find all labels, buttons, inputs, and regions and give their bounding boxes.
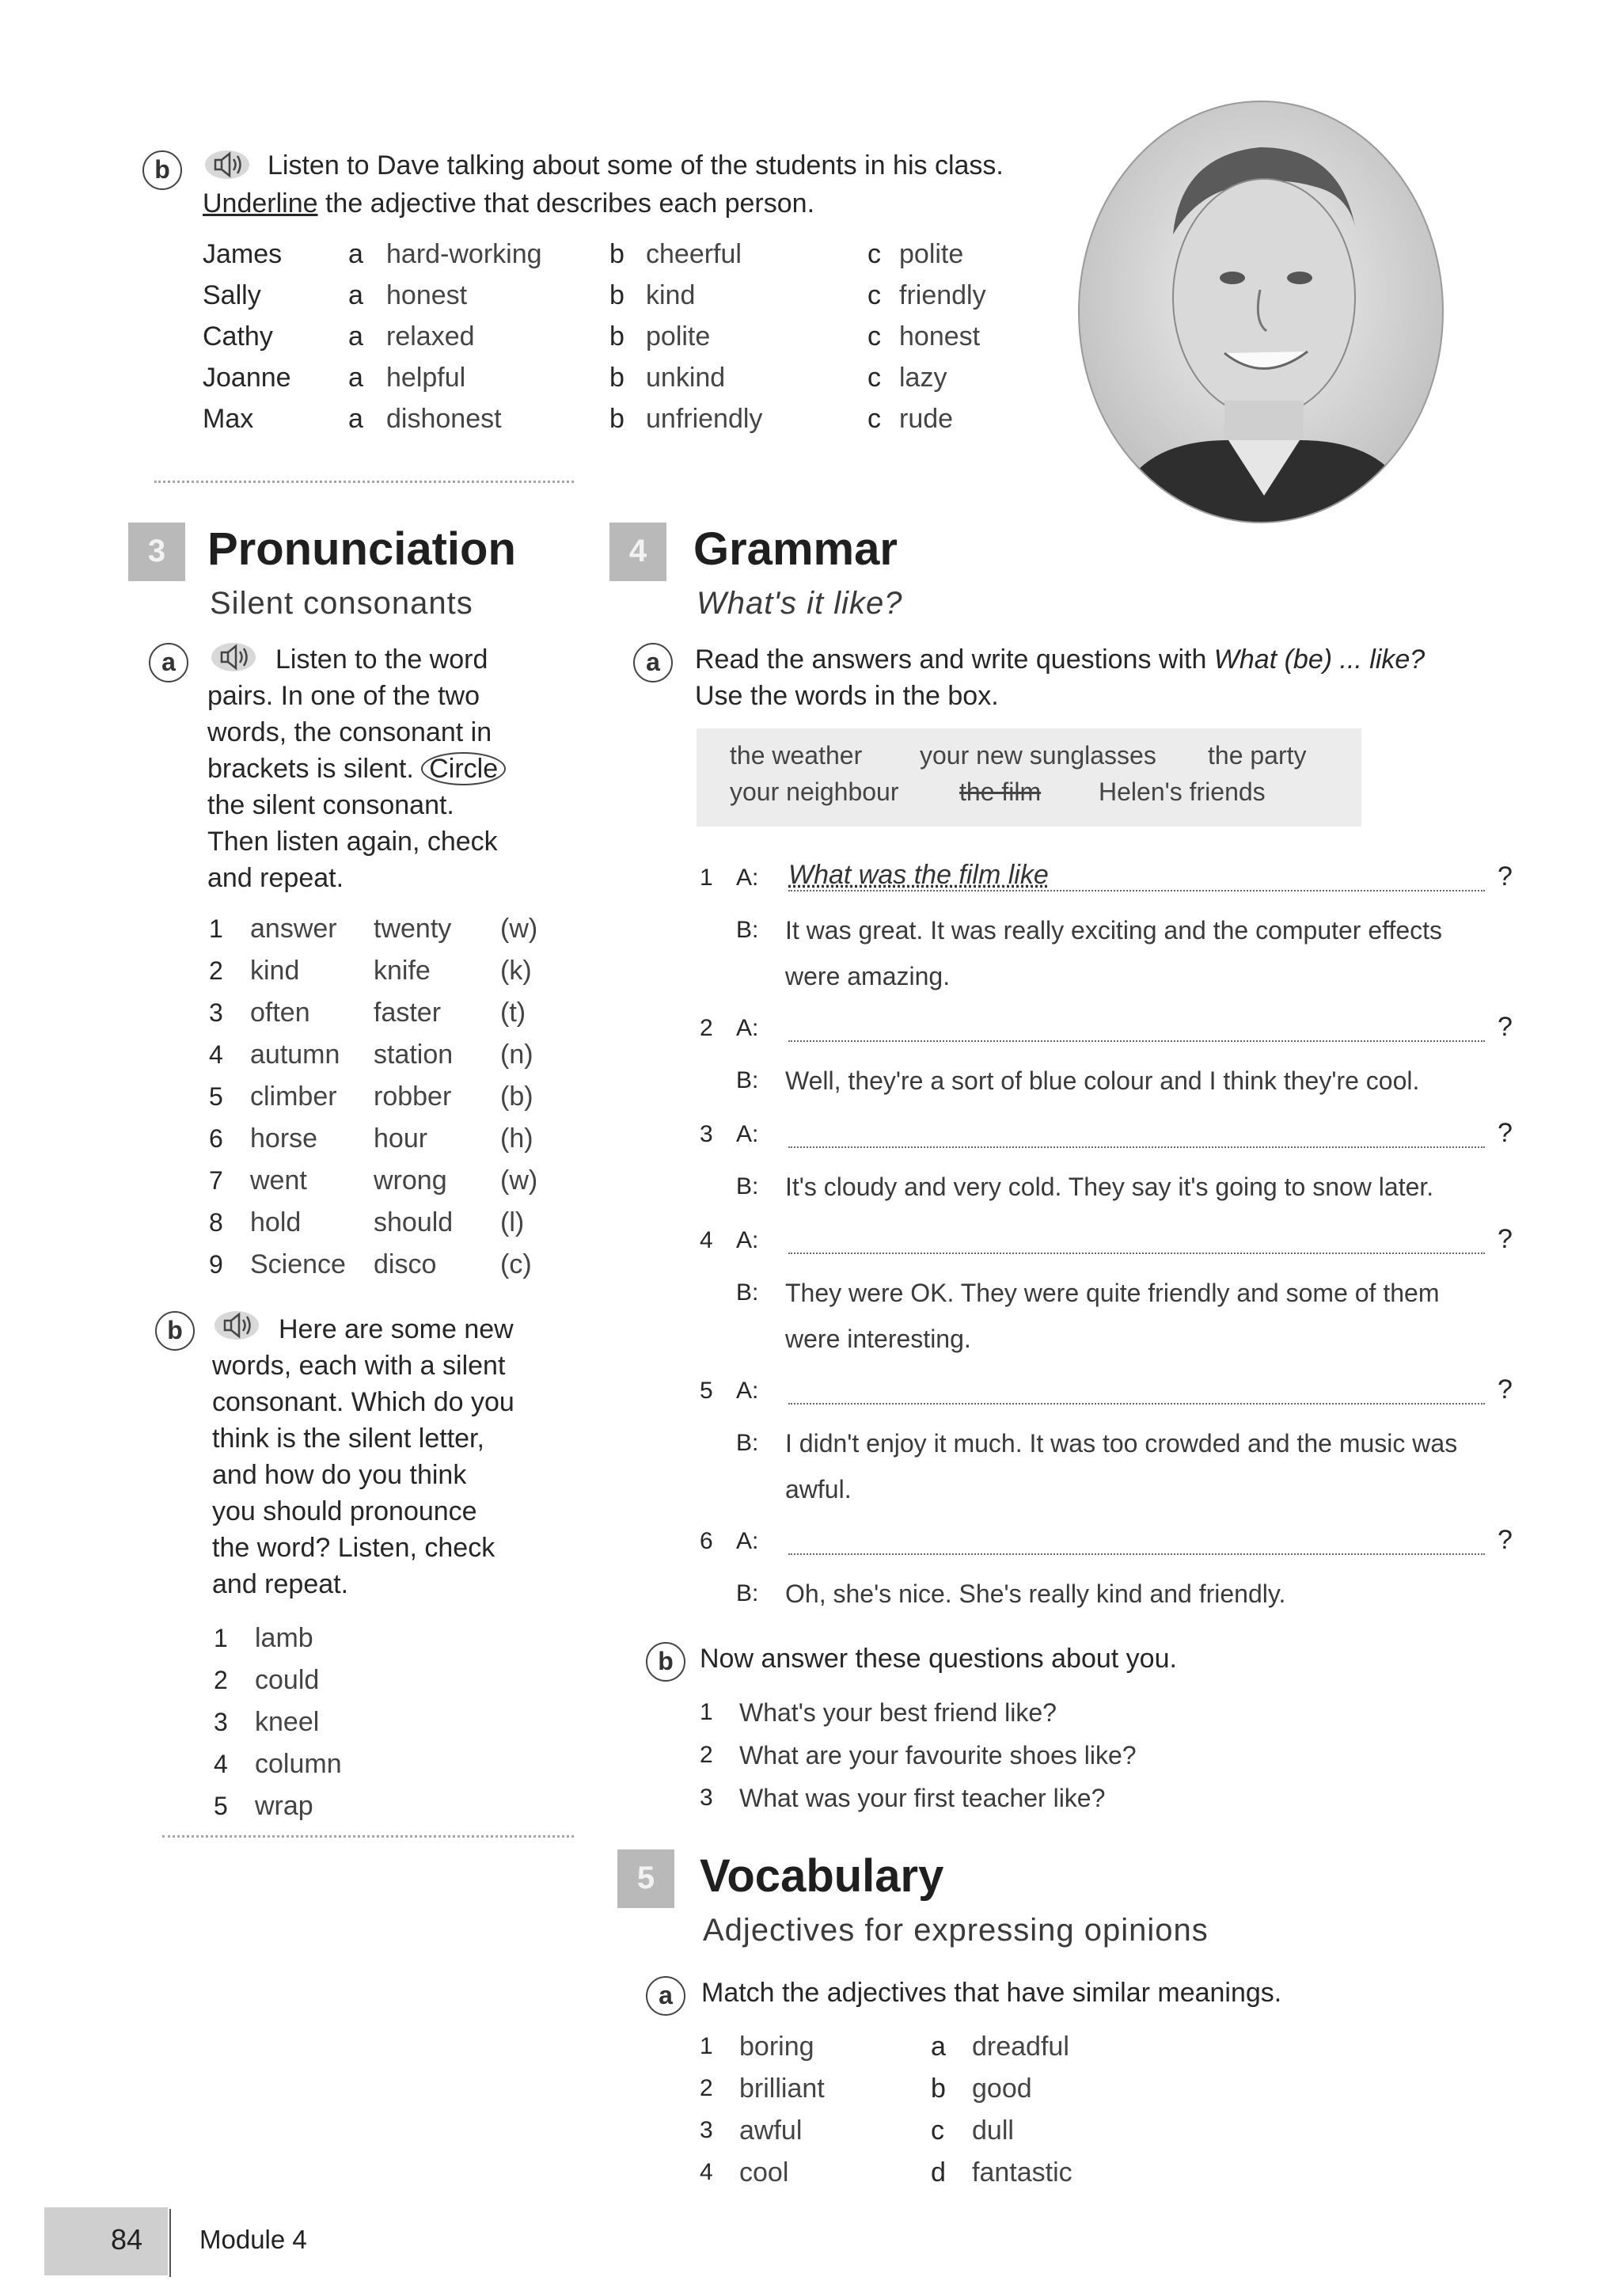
word-2: twenty	[374, 914, 452, 944]
consonant: (k)	[500, 956, 532, 986]
option-b: unfriendly	[646, 404, 763, 434]
option-b: kind	[646, 280, 696, 310]
word-2: disco	[374, 1249, 437, 1279]
item-number: 5	[209, 1082, 223, 1111]
answer-line	[788, 1146, 1485, 1148]
option-b: polite	[646, 321, 711, 352]
question-mark: ?	[1498, 1118, 1513, 1148]
student-name: James	[203, 239, 283, 269]
option-letter: c	[867, 239, 881, 269]
separator-line	[162, 1835, 574, 1838]
section-title-pronunciation: Pronunciation	[207, 523, 516, 575]
instruction-line: think is the silent letter,	[212, 1424, 484, 1454]
question-mark: ?	[1498, 1012, 1513, 1042]
speaker-b-label: B:	[736, 917, 759, 943]
instruction-line: Match the adjectives that have similar meanings.	[701, 1978, 1282, 2008]
exercise-label-a: a	[633, 643, 673, 682]
dialogue-number: 1	[700, 865, 713, 891]
box-word: Helen's friends	[1099, 777, 1266, 806]
word-2: faster	[374, 998, 442, 1028]
speaker-b-text: Oh, she's nice. She's really kind and friendly.	[785, 1579, 1286, 1608]
instruction-tail: the adjective that describes each person.	[317, 188, 815, 219]
page-number: 84	[111, 2223, 143, 2256]
speaker-b-text: awful.	[785, 1475, 852, 1503]
instruction-line: words, each with a silent	[212, 1351, 506, 1381]
item-number: 6	[209, 1124, 223, 1153]
student-name: Cathy	[203, 321, 273, 352]
adjective-right: dreadful	[972, 2032, 1069, 2062]
option-a: relaxed	[386, 321, 475, 352]
option-letter: b	[609, 280, 624, 310]
item-number: 1	[209, 914, 223, 943]
audio-speaker-icon	[211, 641, 256, 673]
consonant: (c)	[500, 1249, 532, 1279]
question-mark: ?	[1498, 1525, 1513, 1555]
question-text: What was your first teacher like?	[739, 1784, 1106, 1812]
item-number: 3	[700, 1785, 713, 1811]
word-1: went	[250, 1165, 307, 1196]
instruction-line: and repeat.	[212, 1569, 349, 1599]
speaker-b-label: B:	[736, 1580, 759, 1606]
option-a: helpful	[386, 363, 466, 393]
speaker-b-text: They were OK. They were quite friendly and some of them	[785, 1279, 1440, 1307]
instruction-line: pairs. In one of the two	[207, 681, 480, 711]
word-1: Science	[250, 1249, 346, 1279]
adjective-right: dull	[972, 2115, 1014, 2146]
speaker-b-label: B:	[736, 1430, 759, 1456]
answer-line	[788, 1040, 1485, 1042]
instruction-line: Here are some new	[279, 1314, 514, 1344]
option-letter: c	[867, 404, 881, 434]
example-answer: What was the film like	[788, 860, 1049, 890]
consonant: (l)	[500, 1207, 525, 1237]
instruction-line: words, the consonant in	[207, 717, 492, 747]
speaker-a-label: A:	[736, 1121, 759, 1147]
student-name: Joanne	[203, 363, 291, 393]
item-number: 7	[209, 1166, 223, 1195]
adjective-left: boring	[739, 2032, 814, 2062]
word-2: robber	[374, 1081, 452, 1112]
word-2: knife	[374, 956, 431, 986]
item-number: 9	[209, 1250, 223, 1279]
exercise-instruction: Listen to Dave talking about some of the students in his class.	[268, 150, 1004, 181]
instruction-line: the silent consonant.	[207, 790, 454, 820]
exercise-label-a: a	[646, 1976, 685, 2016]
option-letter: a	[348, 239, 363, 269]
word-1: climber	[250, 1081, 337, 1112]
student-name: Sally	[203, 280, 261, 310]
new-word: wrap	[255, 1791, 313, 1821]
question-mark: ?	[1498, 1224, 1513, 1254]
adjective-right: good	[972, 2074, 1032, 2104]
dialogue-number: 6	[700, 1528, 713, 1554]
consonant: (t)	[500, 998, 526, 1028]
option-letter: a	[348, 280, 363, 310]
exercise-label-b: b	[155, 1311, 195, 1351]
speaker-a-label: A:	[736, 1528, 759, 1554]
question-mark: ?	[1498, 1374, 1513, 1405]
instruction-line: the word? Listen, check	[212, 1533, 495, 1563]
speaker-a-label: A:	[736, 1015, 759, 1041]
section-number-box	[617, 1849, 674, 1908]
circled-word: Circle	[421, 752, 506, 785]
instruction-italic: What (be) ... like?	[1213, 644, 1425, 675]
item-number: 2	[700, 2075, 713, 2101]
speaker-b-text: It was great. It was really exciting and the computer effects	[785, 916, 1443, 945]
audio-speaker-icon	[204, 149, 250, 181]
item-number: 4	[700, 2159, 713, 2185]
speaker-b-label: B:	[736, 1279, 759, 1306]
consonant: (n)	[500, 1040, 533, 1070]
student-name: Max	[203, 404, 254, 434]
box-word: the weather	[730, 741, 863, 770]
item-number: 2	[700, 1742, 713, 1768]
instruction-line: you should pronounce	[212, 1496, 477, 1526]
option-letter: b	[931, 2074, 946, 2104]
speaker-b-label: B:	[736, 1173, 759, 1199]
option-a: hard-working	[386, 239, 542, 269]
footer-divider	[169, 2209, 171, 2277]
word-1: hold	[250, 1207, 302, 1237]
adjective-right: fantastic	[972, 2157, 1072, 2188]
word-1: often	[250, 998, 310, 1028]
box-word: the film	[959, 777, 1042, 806]
option-letter: b	[609, 404, 624, 434]
section-title-vocabulary: Vocabulary	[700, 1850, 944, 1902]
option-c: honest	[899, 321, 981, 352]
item-number: 4	[209, 1040, 223, 1069]
box-word: your new sunglasses	[920, 741, 1156, 770]
option-a: dishonest	[386, 404, 502, 434]
consonant: (h)	[500, 1123, 533, 1154]
option-c: friendly	[899, 280, 986, 310]
dialogue-number: 5	[700, 1378, 713, 1404]
consonant: (b)	[500, 1081, 533, 1112]
underline-word: Underline	[203, 188, 318, 219]
option-letter: c	[867, 321, 881, 352]
word-2: station	[374, 1040, 454, 1070]
instruction-line	[695, 641, 1425, 678]
adjective-left: cool	[739, 2157, 789, 2188]
speaker-b-text: I didn't enjoy it much. It was too crowded and the music was	[785, 1429, 1458, 1458]
option-c: lazy	[899, 363, 947, 393]
word-1: answer	[250, 914, 337, 944]
item-number: 2	[214, 1666, 228, 1694]
option-letter: a	[348, 321, 363, 352]
consonant: (w)	[500, 1165, 538, 1196]
speaker-b-text: were interesting.	[785, 1325, 971, 1353]
separator-line	[154, 481, 574, 483]
box-word: the party	[1208, 741, 1307, 770]
section-subtitle: Silent consonants	[210, 586, 473, 621]
item-number: 1	[700, 2033, 713, 2059]
exercise-label-b: b	[142, 150, 182, 190]
word-2: hour	[374, 1123, 428, 1154]
instruction-line	[207, 751, 506, 787]
option-letter: b	[609, 239, 624, 269]
instruction-text: Read the answers and write questions with	[695, 644, 1214, 675]
option-letter: d	[931, 2157, 946, 2188]
instruction-line: and how do you think	[212, 1460, 467, 1490]
section-number: 4	[628, 534, 647, 568]
word-1: autumn	[250, 1040, 340, 1070]
box-word: your neighbour	[730, 777, 899, 806]
exercise-label-a: a	[149, 643, 188, 682]
adjective-left: brilliant	[739, 2074, 825, 2104]
word-1: horse	[250, 1123, 318, 1154]
answer-line	[788, 1403, 1485, 1405]
option-b: cheerful	[646, 239, 742, 269]
speaker-b-label: B:	[736, 1067, 759, 1093]
word-2: wrong	[374, 1165, 447, 1196]
dialogue-number: 2	[700, 1015, 713, 1041]
item-number: 4	[214, 1750, 228, 1778]
question-mark: ?	[1498, 861, 1513, 891]
new-word: lamb	[255, 1623, 313, 1653]
dialogue-number: 3	[700, 1121, 713, 1147]
option-letter: b	[609, 363, 624, 393]
new-word: could	[255, 1665, 320, 1695]
option-letter: a	[348, 363, 363, 393]
item-number: 5	[214, 1792, 228, 1820]
section-number: 5	[636, 1861, 655, 1895]
audio-speaker-icon	[214, 1310, 260, 1341]
option-letter: c	[867, 280, 881, 310]
option-letter: c	[867, 363, 881, 393]
consonant: (w)	[500, 914, 538, 944]
item-number: 2	[209, 956, 223, 985]
instruction-line: Now answer these questions about you.	[700, 1644, 1177, 1674]
item-number: 1	[214, 1624, 228, 1652]
instruction-line: Then listen again, check	[207, 827, 498, 857]
question-text: What are your favourite shoes like?	[739, 1741, 1137, 1770]
speaker-a-label: A:	[736, 865, 759, 891]
module-label: Module 4	[199, 2225, 307, 2254]
instruction-line: consonant. Which do you	[212, 1387, 514, 1417]
option-b: unkind	[646, 363, 726, 393]
section-subtitle: Adjectives for expressing opinions	[703, 1913, 1209, 1948]
option-c: polite	[899, 239, 964, 269]
speaker-b-text: It's cloudy and very cold. They say it's going to snow later.	[785, 1173, 1434, 1201]
new-word: column	[255, 1749, 342, 1779]
item-number: 8	[209, 1208, 223, 1237]
option-letter: b	[609, 321, 624, 352]
section-number: 3	[147, 534, 166, 568]
instruction-line: Listen to the word	[275, 644, 488, 675]
new-word: kneel	[255, 1707, 320, 1737]
option-letter: a	[348, 404, 363, 434]
answer-line	[788, 1253, 1485, 1254]
instruction-line: and repeat.	[207, 863, 344, 893]
exercise-instruction-line2	[203, 185, 814, 222]
section-subtitle: What's it like?	[697, 586, 903, 621]
item-number: 3	[214, 1708, 228, 1736]
item-number: 3	[700, 2117, 713, 2143]
option-letter: c	[931, 2115, 944, 2146]
word-2: should	[374, 1207, 454, 1237]
option-c: rude	[899, 404, 954, 434]
speaker-b-text: were amazing.	[785, 962, 951, 990]
option-a: honest	[386, 280, 468, 310]
exercise-label-b: b	[646, 1642, 685, 1682]
section-number-box	[609, 523, 666, 581]
instruction-text: brackets is silent.	[207, 754, 422, 784]
word-1: kind	[250, 956, 300, 986]
item-number: 3	[209, 998, 223, 1027]
question-text: What's your best friend like?	[739, 1698, 1057, 1727]
speaker-b-text: Well, they're a sort of blue colour and I think they're cool.	[785, 1066, 1420, 1095]
student-photo	[1078, 100, 1444, 527]
section-title-grammar: Grammar	[693, 523, 898, 575]
speaker-a-label: A:	[736, 1378, 759, 1404]
instruction-line: Use the words in the box.	[695, 681, 999, 711]
adjective-left: awful	[739, 2115, 803, 2146]
dialogue-number: 4	[700, 1227, 713, 1253]
item-number: 1	[700, 1699, 713, 1725]
speaker-a-label: A:	[736, 1227, 759, 1253]
answer-line	[788, 1553, 1485, 1555]
page-number-box	[44, 2207, 168, 2275]
option-letter: a	[931, 2032, 946, 2062]
section-number-box	[128, 523, 185, 581]
